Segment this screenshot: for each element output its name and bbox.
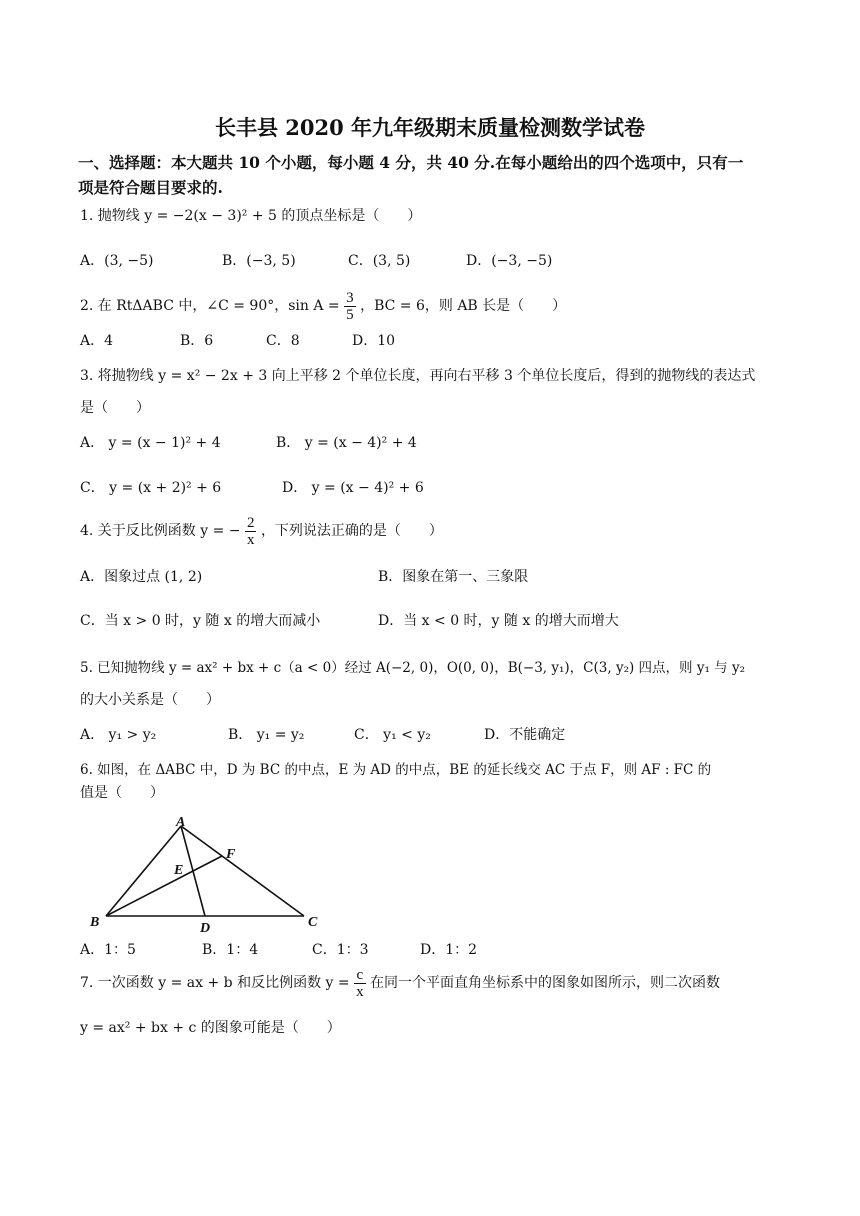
q2-fraction: [344, 290, 356, 323]
question-4-stem: [80, 512, 443, 550]
q2-option-b: B．6: [180, 333, 214, 349]
question-5-stem-line2: 的大小关系是（ ）: [80, 692, 220, 708]
label-f: F: [226, 847, 236, 862]
q3-option-b: B． y = (x − 4)² + 4: [276, 435, 417, 451]
question-6-stem-line1: 6. 如图，在 ΔABC 中，D 为 BC 的中点，E 为 AD 的中点，BE 的延长线交 AC 于点 F，则 AF : FC 的: [80, 762, 712, 778]
label-b: B: [90, 915, 100, 930]
q4-frac-den: x: [246, 531, 255, 548]
section-heading-line2: 项是符合题目要求的.: [78, 178, 223, 197]
q3-option-c: C． y = (x + 2)² + 6: [80, 480, 222, 496]
q6-option-b: B．1：4: [202, 942, 259, 958]
q6-option-a: A．1：5: [80, 942, 136, 958]
question-6-stem-line2: 值是（ ）: [80, 785, 164, 801]
q2-option-d: D．10: [352, 333, 396, 349]
segment-ac: [181, 826, 304, 916]
segment-ab: [106, 826, 184, 916]
q4-option-a: A．图象过点 (1, 2): [80, 569, 203, 585]
q7-stem-b: 在同一个平面直角坐标系中的图象如图所示，则二次函数: [370, 975, 721, 991]
q2-stem-a: 2. 在 RtΔABC 中，∠C = 90°，sin A =: [80, 298, 340, 314]
q4-option-d: D．当 x < 0 时，y 随 x 的增大而增大: [378, 613, 619, 629]
label-a: A: [176, 815, 186, 830]
question-3-stem-line2: 是（ ）: [80, 400, 150, 416]
q5-option-c: C． y₁ < y₂: [354, 727, 431, 743]
question-3-stem-line1: 3. 将抛物线 y = x² − 2x + 3 向上平移 2 个单位长度，再向右平移 3 个单位长度后，得到的抛物线的表达式: [80, 368, 756, 384]
q6-option-d: D．1：2: [420, 942, 478, 958]
q7-frac-den: x: [356, 983, 364, 1000]
q2-frac-num: 3: [346, 289, 354, 306]
q2-frac-den: 5: [346, 306, 354, 323]
q5-option-a: A． y₁ > y₂: [80, 727, 157, 743]
q1-option-c: C．(3, 5): [348, 253, 411, 269]
question-1-stem: 1. 抛物线 y = −2(x − 3)² + 5 的顶点坐标是（ ）: [80, 208, 422, 224]
q3-option-a: A． y = (x − 1)² + 4: [80, 435, 221, 451]
q1-option-b: B．(−3, 5): [222, 253, 296, 269]
q1-option-d: D．(−3, −5): [466, 253, 553, 269]
q1-option-a: A．(3, −5): [80, 253, 154, 269]
q2-option-a: A．4: [80, 333, 114, 349]
q4-option-c: C．当 x > 0 时，y 随 x 的增大而减小: [80, 613, 321, 629]
label-d: D: [200, 921, 211, 936]
q4-stem-a: 4. 关于反比例函数 y = −: [80, 523, 241, 539]
segment-bf: [106, 856, 222, 916]
question-7-stem-line2: y = ax² + bx + c 的图象可能是（ ）: [80, 1020, 341, 1036]
question-2-stem: [80, 288, 566, 324]
q7-fraction: [354, 967, 366, 1000]
q4-frac-num: 2: [246, 514, 255, 531]
q5-option-b: B． y₁ = y₂: [228, 727, 305, 743]
section-heading-line1: 一、选择题：本大题共 10 个小题，每小题 4 分，共 40 分.在每小题给出的四个选项中，只有一: [78, 153, 744, 172]
q4-fraction: [245, 515, 257, 548]
exam-title: 长丰县 2020 年九年级期末质量检测数学试卷: [214, 115, 646, 140]
label-c: C: [308, 915, 318, 930]
q5-option-d: D．不能确定: [484, 727, 566, 743]
question-7-stem-line1: [80, 964, 720, 1002]
label-e: E: [174, 863, 184, 878]
q3-option-d: D． y = (x − 4)² + 6: [282, 480, 424, 496]
q2-stem-b: ，BC = 6，则 AB 长是（ ）: [360, 298, 567, 314]
question-5-stem-line1: 5. 已知抛物线 y = ax² + bx + c（a < 0）经过 A(−2, 0)，O(0, 0)，B(−3, y₁)，C(3, y₂) 四点，则 y₁ 与 y₂: [80, 660, 745, 676]
q2-option-c: C．8: [266, 333, 300, 349]
q4-option-b: B．图象在第一、三象限: [378, 569, 529, 585]
q4-stem-b: ，下列说法正确的是（ ）: [260, 523, 443, 539]
q6-option-c: C．1：3: [312, 942, 369, 958]
triangle-figure: [84, 812, 344, 940]
q7-frac-num: c: [354, 967, 366, 984]
q7-stem-a: 7. 一次函数 y = ax + b 和反比例函数 y =: [80, 975, 350, 991]
